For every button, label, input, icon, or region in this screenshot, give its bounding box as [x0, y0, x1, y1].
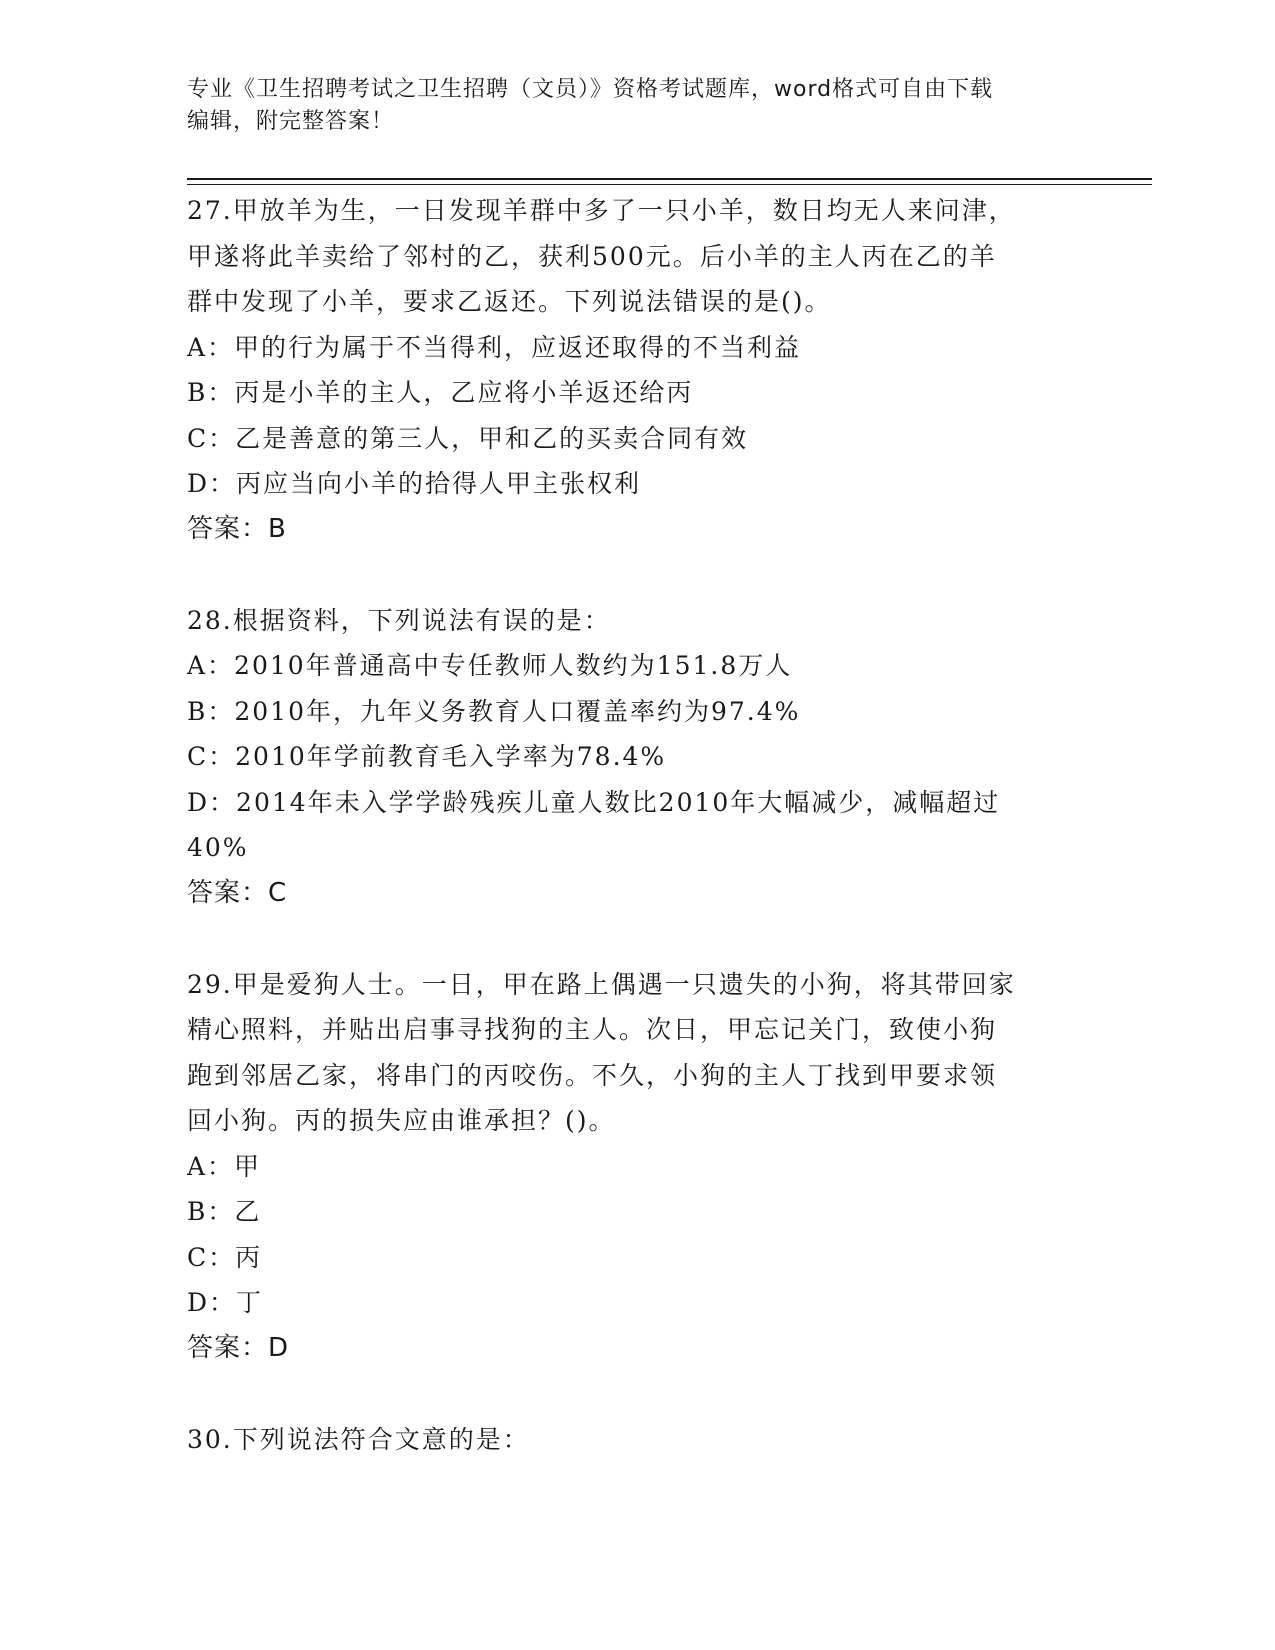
option-d-continued: 40% — [187, 833, 249, 862]
option-d: D：2014年未入学学龄残疾儿童人数比2010年大幅减少，减幅超过 — [187, 787, 1001, 817]
option-a: A：甲的行为属于不当得利，应返还取得的不当利益 — [187, 332, 802, 362]
question-list — [187, 188, 1087, 1462]
document-header — [187, 74, 1087, 138]
option-d: D：丁 — [187, 1288, 264, 1317]
question-30 — [187, 1417, 1087, 1463]
answer-line: 答案：C — [187, 877, 288, 908]
question-stem-line: 29.甲是爱狗人士。一日，甲在路上偶遇一只遗失的小狗，将其带回家 — [187, 969, 1016, 999]
question-stem-line: 回小狗。丙的损失应由谁承担？()。 — [187, 1106, 616, 1135]
header-line-1: 专业《卫生招聘考试之卫生招聘（文员）》资格考试题库，word格式可自由下载 — [187, 77, 994, 102]
header-divider-thin — [187, 184, 1152, 185]
option-c: C：乙是善意的第三人，甲和乙的买卖合同有效 — [187, 423, 749, 453]
header-line-2: 编辑，附完整答案！ — [187, 109, 395, 134]
option-c: C：丙 — [187, 1242, 263, 1272]
question-stem-line: 精心照料，并贴出启事寻找狗的主人。次日，甲忘记关门，致使小狗 — [187, 1015, 998, 1044]
question-27 — [187, 188, 1087, 552]
option-b: B：2010年，九年义务教育人口覆盖率约为97.4% — [187, 696, 801, 726]
option-a: A：甲 — [187, 1151, 262, 1181]
option-c: C：2010年学前教育毛入学率为78.4% — [187, 742, 667, 771]
option-b: B：乙 — [187, 1197, 262, 1226]
option-b: B：丙是小羊的主人，乙应将小羊返还给丙 — [187, 378, 694, 407]
question-28 — [187, 598, 1087, 917]
question-stem-line: 28.根据资料，下列说法有误的是： — [187, 605, 611, 635]
question-stem-line: 跑到邻居乙家，将串门的丙咬伤。不久，小狗的主人丁找到甲要求领 — [187, 1060, 998, 1090]
option-a: A：2010年普通高中专任教师人数约为151.8万人 — [187, 651, 793, 680]
answer-line: 答案：D — [187, 1332, 290, 1363]
header-divider-thick — [187, 178, 1152, 180]
answer-line: 答案：B — [187, 513, 287, 544]
question-stem-line: 群中发现了小羊，要求乙返还。下列说法错误的是()。 — [187, 287, 832, 316]
question-stem-line: 27.甲放羊为生，一日发现羊群中多了一只小羊，数日均无人来问津， — [187, 196, 1016, 225]
option-d: D：丙应当向小羊的拾得人甲主张权利 — [187, 469, 642, 498]
question-stem-line: 甲遂将此羊卖给了邻村的乙，获利500元。后小羊的主人丙在乙的羊 — [187, 241, 997, 271]
question-stem-line: 30.下列说法符合文意的是： — [187, 1424, 530, 1454]
question-29 — [187, 962, 1087, 1372]
